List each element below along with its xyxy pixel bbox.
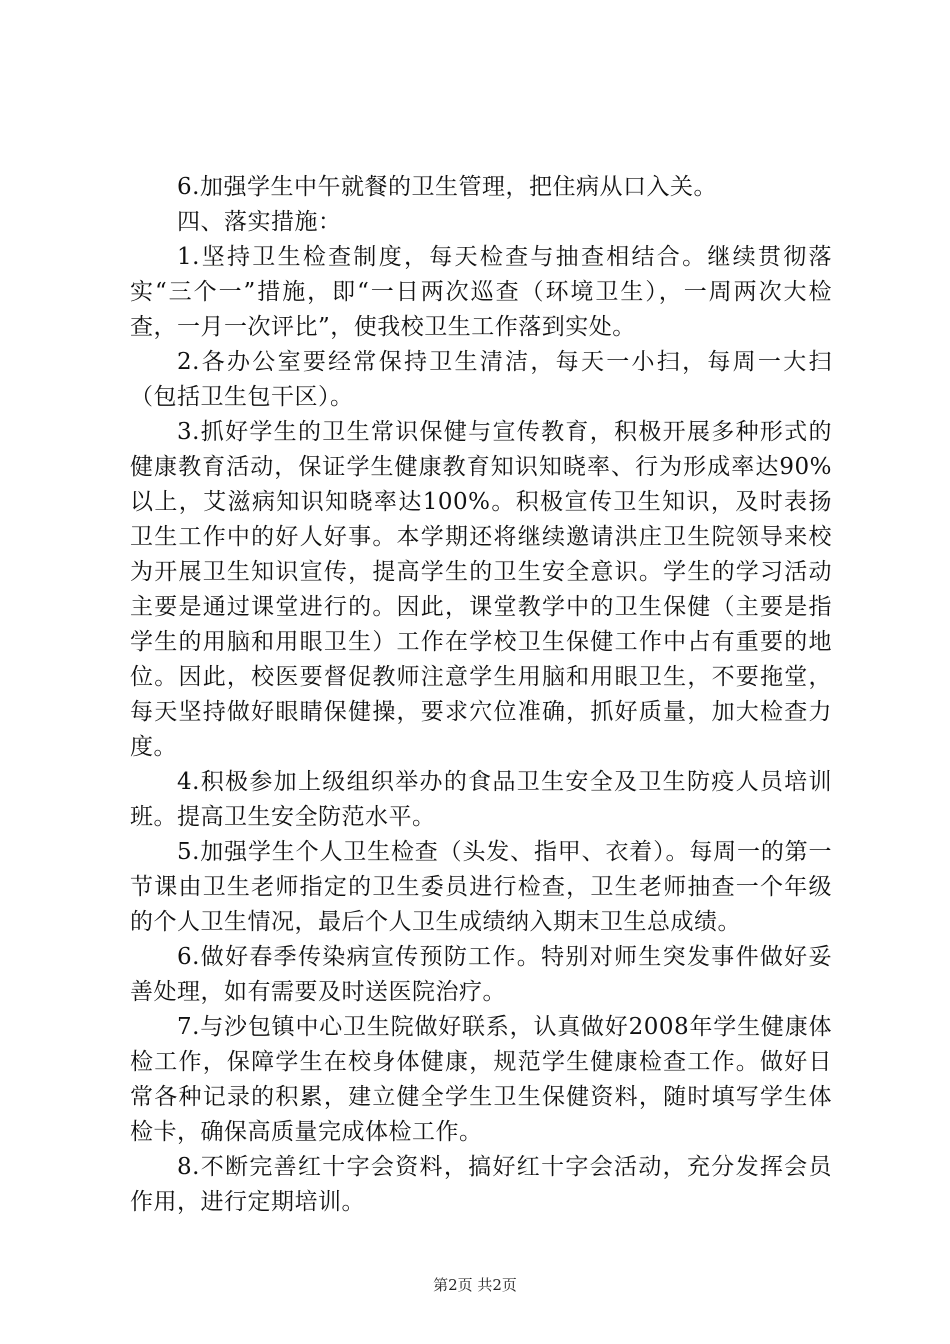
paragraph-measure-5: 5.加强学生个人卫生检查（头发、指甲、衣着）。每周一的第一节课由卫生老师指定的卫生委员进行检查，卫生老师抽查一个年级的个人卫生情况，最后个人卫生成绩纳入期末卫生总成绩。 (130, 839, 832, 935)
page-number-footer: 第2页 共2页 (433, 1276, 517, 1294)
paragraph-measure-7: 7.与沙包镇中心卫生院做好联系，认真做好2008年学生健康体检工作，保障学生在校身体健康，规范学生健康检查工作。做好日常各种记录的积累，建立健全学生卫生保健资料，随时填写学生体检卡，确保高质量完成体检工作。 (130, 1014, 832, 1145)
paragraph-measure-6: 6.做好春季传染病宣传预防工作。特别对师生突发事件做好妥善处理，如有需要及时送医院治疗。 (130, 944, 832, 1005)
paragraph-measure-1: 1.坚持卫生检查制度，每天检查与抽查相结合。继续贯彻落实“三个一”措施，即“一日两次巡查（环境卫生），一周两次大检查，一月一次评比”，使我校卫生工作落到实处。 (130, 244, 832, 340)
paragraph-measure-4: 4.积极参加上级组织举办的食品卫生安全及卫生防疫人员培训班。提高卫生安全防范水平。 (130, 769, 832, 830)
paragraph-measure-3: 3.抓好学生的卫生常识保健与宣传教育，积极开展多种形式的健康教育活动，保证学生健康教育知识知晓率、行为形成率达90%以上，艾滋病知识知晓率达100%。积极宣传卫生知识，及时表扬卫生工作中的好人好事。本学期还将继续邀请洪庄卫生院领导来校为开展卫生知识宣传，提高学生的卫生安全意识。学生的学习活动主要是通过课堂进行的。因此，课堂教学中的卫生保健（主要是指学生的用脑和用眼卫生）工作在学校卫生保健工作中占有重要的地位。因此，校医要督促教师注意学生用脑和用眼卫生，不要拖堂，每天坚持做好眼睛保健操，要求穴位准确，抓好质量，加大检查力度。 (130, 419, 832, 760)
paragraph-measure-2: 2.各办公室要经常保持卫生清洁，每天一小扫，每周一大扫（包括卫生包干区）。 (130, 349, 832, 410)
document-body (130, 170, 832, 1220)
section-heading-measures: 四、落实措施： (177, 209, 342, 235)
paragraph-measure-8: 8.不断完善红十字会资料，搞好红十字会活动，充分发挥会员作用，进行定期培训。 (130, 1154, 832, 1215)
paragraph-item-6-lunch: 6.加强学生中午就餐的卫生管理，把住病从口入关。 (177, 174, 717, 200)
